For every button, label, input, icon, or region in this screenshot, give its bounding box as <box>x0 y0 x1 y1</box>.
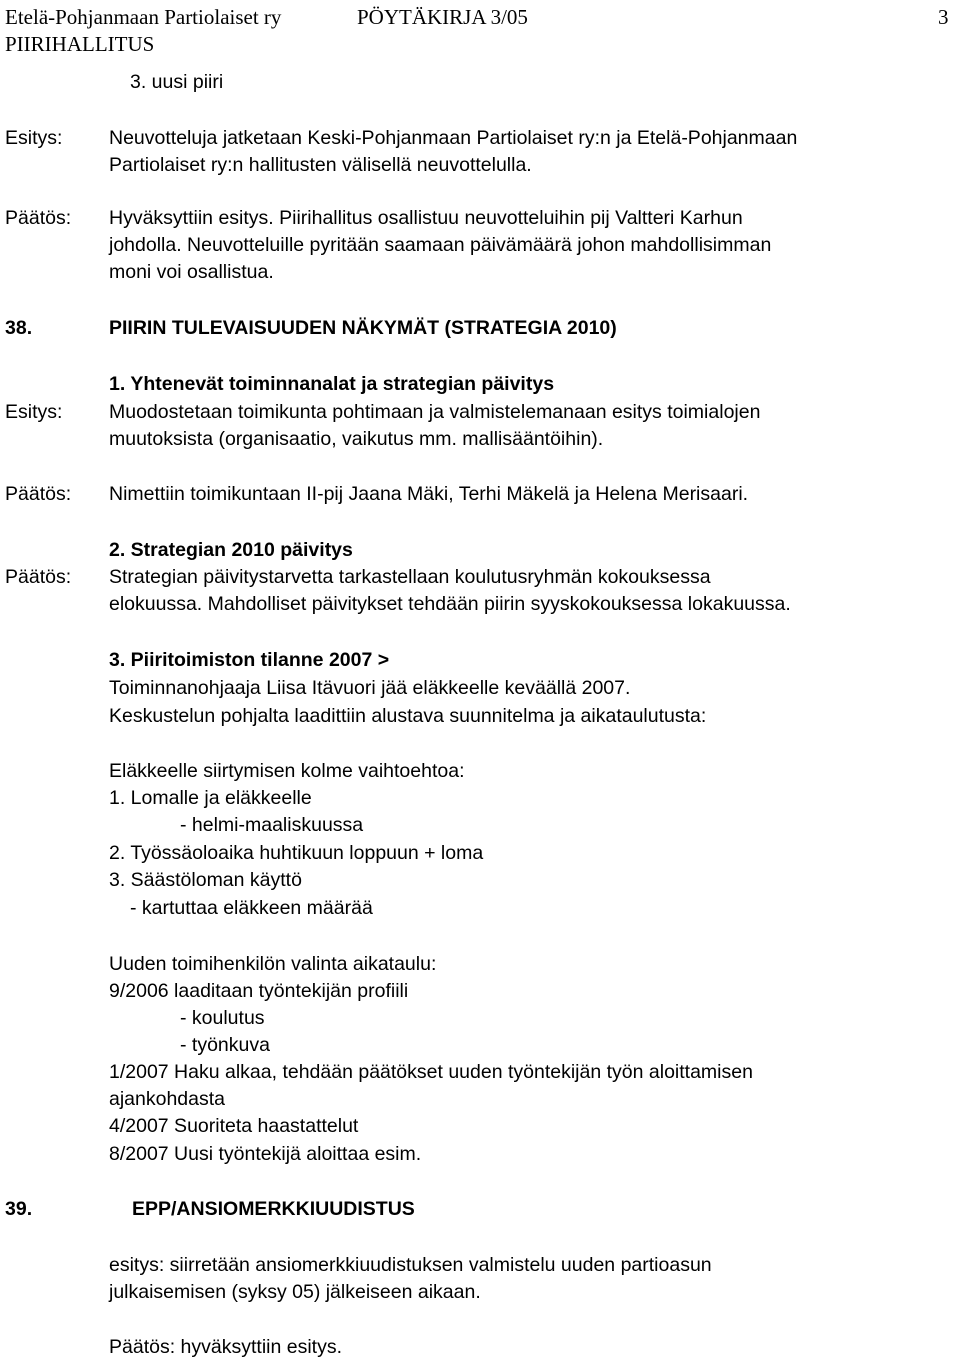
section-title-38: PIIRIN TULEVAISUUDEN NÄKYMÄT (STRATEGIA 2010) <box>109 317 617 339</box>
label-paatos: Päätös: <box>5 483 72 505</box>
header-document-title: PÖYTÄKIRJA 3/05 <box>357 5 528 29</box>
paragraph-line: elokuussa. Mahdolliset päivitykset tehdään piirin syyskokouksessa lokakuussa. <box>109 593 791 615</box>
schedule-item: 8/2007 Uusi työntekijä aloittaa esim. <box>109 1143 422 1165</box>
schedule-item: 4/2007 Suoriteta haastattelut <box>109 1115 359 1137</box>
paragraph-line: Neuvotteluja jatketaan Keski-Pohjanmaan Partiolaiset ry:n ja Etelä-Pohjanmaan <box>109 127 798 149</box>
section-number-38: 38. <box>5 317 33 339</box>
schedule-subitem: - työnkuva <box>180 1034 270 1056</box>
paragraph-line: johdolla. Neuvotteluille pyritään saamaan päivämäärä johon mahdollisimman <box>109 234 772 256</box>
paragraph-line: Hyväksyttiin esitys. Piirihallitus osallistuu neuvotteluihin pij Valtteri Karhun <box>109 207 743 229</box>
option-subitem: - kartuttaa eläkkeen määrää <box>130 897 373 919</box>
paragraph-line: Toiminnanohjaaja Liisa Itävuori jää eläkkeelle keväällä 2007. <box>109 677 631 699</box>
label-esitys: Esitys: <box>5 401 63 423</box>
item-heading-3: 3. Piiritoimiston tilanne 2007 > <box>109 649 390 671</box>
paragraph-line: moni voi osallistua. <box>109 261 274 283</box>
option-subitem: - helmi-maaliskuussa <box>180 814 364 836</box>
section-number-39: 39. <box>5 1198 33 1220</box>
header-organization: Etelä-Pohjanmaan Partiolaiset ry <box>5 5 282 29</box>
header-page-number: 3 <box>938 5 949 29</box>
schedule-subitem: - koulutus <box>180 1007 265 1029</box>
section-heading-uusi-piiri: 3. uusi piiri <box>130 71 224 93</box>
paragraph-line: Partiolaiset ry:n hallitusten välisellä neuvottelulla. <box>109 154 532 176</box>
item-heading-1: 1. Yhtenevät toiminnanalat ja strategian päivitys <box>109 373 555 395</box>
option-item: 2. Työssäoloaika huhtikuun loppuun + loma <box>109 842 484 864</box>
paragraph-line: Nimettiin toimikuntaan II-pij Jaana Mäki, Terhi Mäkelä ja Helena Merisaari. <box>109 483 749 505</box>
item-heading-2: 2. Strategian 2010 päivitys <box>109 539 353 561</box>
options-title: Eläkkeelle siirtymisen kolme vaihtoehtoa: <box>109 760 465 782</box>
schedule-item: 1/2007 Haku alkaa, tehdään päätökset uuden työntekijän työn aloittamisen <box>109 1061 753 1083</box>
schedule-title: Uuden toimihenkilön valinta aikataulu: <box>109 953 437 975</box>
label-paatos: Päätös: <box>5 207 72 229</box>
paragraph-line: Päätös: hyväksyttiin esitys. <box>109 1336 343 1358</box>
paragraph-line: Muodostetaan toimikunta pohtimaan ja valmistelemanaan esitys toimialojen <box>109 401 761 423</box>
paragraph-line: muutoksista (organisaatio, vaikutus mm. mallisääntöihin). <box>109 428 604 450</box>
schedule-item: ajankohdasta <box>109 1088 226 1110</box>
paragraph-line: julkaisemisen (syksy 05) jälkeiseen aikaan. <box>109 1281 481 1303</box>
section-title-39: EPP/ANSIOMERKKIUUDISTUS <box>132 1198 415 1220</box>
schedule-item: 9/2006 laaditaan työntekijän profiili <box>109 980 409 1002</box>
option-item: 1. Lomalle ja eläkkeelle <box>109 787 312 809</box>
paragraph-line: Keskustelun pohjalta laadittiin alustava suunnitelma ja aikataulutusta: <box>109 705 707 727</box>
paragraph-line: esitys: siirretään ansiomerkkiuudistuksen valmistelu uuden partioasun <box>109 1254 712 1276</box>
label-esitys: Esitys: <box>5 127 63 149</box>
paragraph-line: Strategian päivitystarvetta tarkastellaan koulutusryhmän kokouksessa <box>109 566 711 588</box>
label-paatos: Päätös: <box>5 566 72 588</box>
header-body-name: PIIRIHALLITUS <box>5 32 155 56</box>
option-item: 3. Säästöloman käyttö <box>109 869 302 891</box>
